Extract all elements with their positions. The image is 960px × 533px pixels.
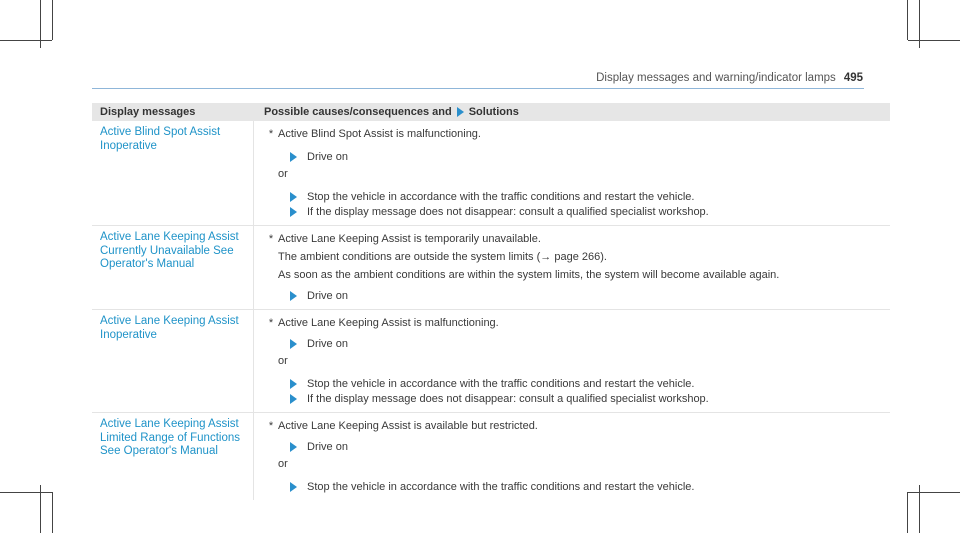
or-text: or (278, 168, 288, 180)
solution-step: Drive on (290, 440, 890, 454)
display-message: Active Blind Spot Assist Inoperative (92, 121, 254, 225)
table-row (92, 310, 890, 413)
solution-step: Drive on (290, 289, 890, 303)
crop-mark (52, 492, 53, 533)
cause: * Active Lane Keeping Assist is malfunctioning. (268, 317, 499, 329)
arrow-right-icon (290, 207, 297, 217)
solution-step: If the display message does not disappear: consult a qualified specialist workshop. (290, 392, 890, 406)
note: The ambient conditions are outside the system limits (→ page 266). (278, 251, 607, 263)
arrow-right-icon (290, 379, 297, 389)
arrow-right-icon (290, 192, 297, 202)
header-rule (92, 88, 864, 89)
table-header (92, 103, 890, 121)
arrow-right-icon (290, 394, 297, 404)
arrow-right-icon (290, 442, 297, 452)
table-row (92, 121, 890, 226)
arrow-right-icon (290, 291, 297, 301)
table-row (92, 413, 890, 500)
cause: * Active Lane Keeping Assist is available but restricted. (268, 420, 538, 432)
cause: * Active Lane Keeping Assist is temporarily unavailable. (268, 233, 541, 245)
solution-step: If the display message does not disappear: consult a qualified specialist workshop. (290, 205, 890, 219)
or-text: or (278, 458, 288, 470)
crop-mark (52, 0, 53, 40)
solution-step: Stop the vehicle in accordance with the traffic conditions and restart the vehicle. (290, 377, 890, 391)
solution-step: Drive on (290, 150, 890, 164)
solution-step: Stop the vehicle in accordance with the traffic conditions and restart the vehicle. (290, 480, 890, 494)
causes-solutions (254, 310, 890, 412)
or-text: or (278, 355, 288, 367)
cause: * Active Blind Spot Assist is malfunctioning. (268, 128, 481, 140)
crop-mark (907, 0, 908, 40)
display-message: Active Lane Keeping Assist Inoperative (92, 310, 254, 412)
table-row (92, 226, 890, 310)
running-header (596, 72, 863, 84)
solution-step: Stop the vehicle in accordance with the traffic conditions and restart the vehicle. (290, 190, 890, 204)
page-number: 495 (843, 72, 863, 84)
crop-mark (0, 492, 52, 493)
causes-solutions (254, 413, 890, 500)
note: As soon as the ambient conditions are within the system limits, the system will become available again. (278, 269, 780, 281)
crop-mark (0, 40, 52, 41)
crop-mark (907, 492, 908, 533)
display-message: Active Lane Keeping Assist Limited Range of Functions See Operator's Manual (92, 413, 254, 500)
col-header-messages: Display messages (100, 106, 196, 118)
causes-solutions (254, 226, 890, 309)
col-header-causes: Possible causes/consequences and Solutions (264, 106, 519, 118)
crop-mark (908, 40, 960, 41)
arrow-right-icon (457, 107, 464, 117)
messages-table (92, 103, 890, 500)
arrow-right-icon (290, 482, 297, 492)
crop-mark (908, 492, 960, 493)
running-title: Display messages and warning/indicator lamps (596, 72, 836, 84)
display-message: Active Lane Keeping Assist Currently Unavailable See Operator's Manual (92, 226, 254, 309)
causes-solutions (254, 121, 890, 225)
arrow-right-icon (290, 339, 297, 349)
arrow-right-icon (290, 152, 297, 162)
solution-step: Drive on (290, 337, 890, 351)
